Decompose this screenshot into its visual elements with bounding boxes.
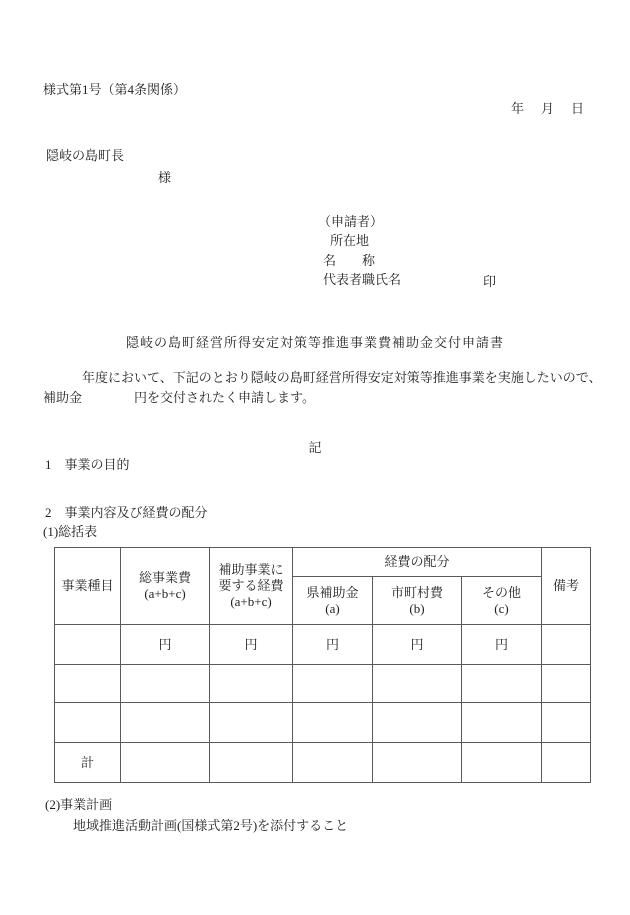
cell-empty — [121, 743, 210, 783]
header-pref-subsidy-line2: (a) — [325, 600, 340, 616]
applicant-representative-label: 代表者職氏名 — [323, 272, 402, 287]
cell-empty — [121, 703, 210, 743]
cell-empty — [542, 665, 591, 703]
header-other-line2: (c) — [494, 600, 509, 616]
header-subsidy-cost — [210, 548, 293, 625]
cell-empty — [542, 625, 591, 665]
cell-empty — [293, 665, 373, 703]
cell-empty — [210, 665, 293, 703]
cell-unit-subsidy: 円 — [210, 625, 293, 665]
date-line: 年 月 日 — [511, 101, 587, 116]
header-other — [462, 577, 542, 625]
cell-empty — [55, 665, 121, 703]
table-row-unit — [55, 625, 591, 665]
cell-unit-municipal: 円 — [373, 625, 462, 665]
cell-total-label: 計 — [55, 743, 121, 783]
cell-empty — [210, 703, 293, 743]
cell-empty — [373, 743, 462, 783]
cell-empty — [293, 703, 373, 743]
cell-empty — [373, 703, 462, 743]
section-2-heading: 2 事業内容及び経費の配分 — [45, 505, 208, 520]
document-title: 隠岐の島町経営所得安定対策等推進事業費補助金交付申請書 — [125, 335, 504, 350]
header-subsidy-cost-line1: 補助事業に — [218, 562, 284, 577]
cell-empty — [121, 665, 210, 703]
header-subsidy-cost-line3: (a+b+c) — [230, 594, 272, 609]
applicant-name-label: 名 称 — [323, 253, 376, 268]
cell-empty — [293, 743, 373, 783]
applicant-address-label: 所在地 — [330, 233, 370, 248]
cell-empty — [55, 703, 121, 743]
body-line-2: 補助金 円を交付されたく申請します。 — [43, 390, 315, 405]
header-total-cost-line1: 総事業費 — [138, 570, 191, 585]
applicant-heading: （申請者） — [318, 214, 384, 229]
header-subsidy-cost-line2: 要する経費 — [218, 578, 284, 593]
addressee: 隠岐の島町長 — [46, 148, 125, 163]
header-municipal-line1: 市町村費 — [390, 584, 443, 600]
cell-empty — [462, 665, 542, 703]
cell-empty — [542, 743, 591, 783]
cell-empty — [462, 703, 542, 743]
summary-table — [54, 547, 591, 783]
header-other-line1: その他 — [482, 584, 522, 600]
header-total-cost — [121, 548, 210, 625]
cell-empty — [542, 703, 591, 743]
cell-empty — [55, 625, 121, 665]
header-municipal — [373, 577, 462, 625]
table-row-blank — [55, 665, 591, 703]
subsection-2-note: 地域推進活動計画(国様式第2号)を添付すること — [73, 818, 349, 833]
header-business-type: 事業種目 — [55, 548, 121, 625]
cell-unit-total: 円 — [121, 625, 210, 665]
subsection-2-heading: (2)事業計画 — [45, 797, 113, 812]
cell-unit-other: 円 — [462, 625, 542, 665]
header-pref-subsidy — [293, 577, 373, 625]
record-mark: 記 — [308, 440, 322, 455]
seal-mark: 印 — [483, 274, 497, 289]
header-municipal-line2: (b) — [409, 600, 425, 616]
header-pref-subsidy-line1: 県補助金 — [306, 584, 359, 600]
header-allocation-group: 経費の配分 — [293, 548, 542, 577]
body-line-1: 年度において、下記のとおり隠岐の島町経営所得安定対策等推進事業を実施したいので、 — [43, 370, 602, 385]
cell-empty — [373, 665, 462, 703]
header-total-cost-line2: (a+b+c) — [144, 586, 186, 601]
section-1-heading: 1 事業の目的 — [45, 457, 130, 472]
subsection-1-heading: (1)総括表 — [43, 524, 98, 539]
cell-unit-pref: 円 — [293, 625, 373, 665]
cell-empty — [462, 743, 542, 783]
form-number: 様式第1号（第4条関係） — [43, 82, 187, 97]
table-row-total — [55, 743, 591, 783]
addressee-honorific: 様 — [158, 170, 172, 185]
table-row-blank — [55, 703, 591, 743]
header-remarks: 備考 — [542, 548, 591, 625]
summary-table-container — [54, 547, 591, 783]
cell-empty — [210, 743, 293, 783]
